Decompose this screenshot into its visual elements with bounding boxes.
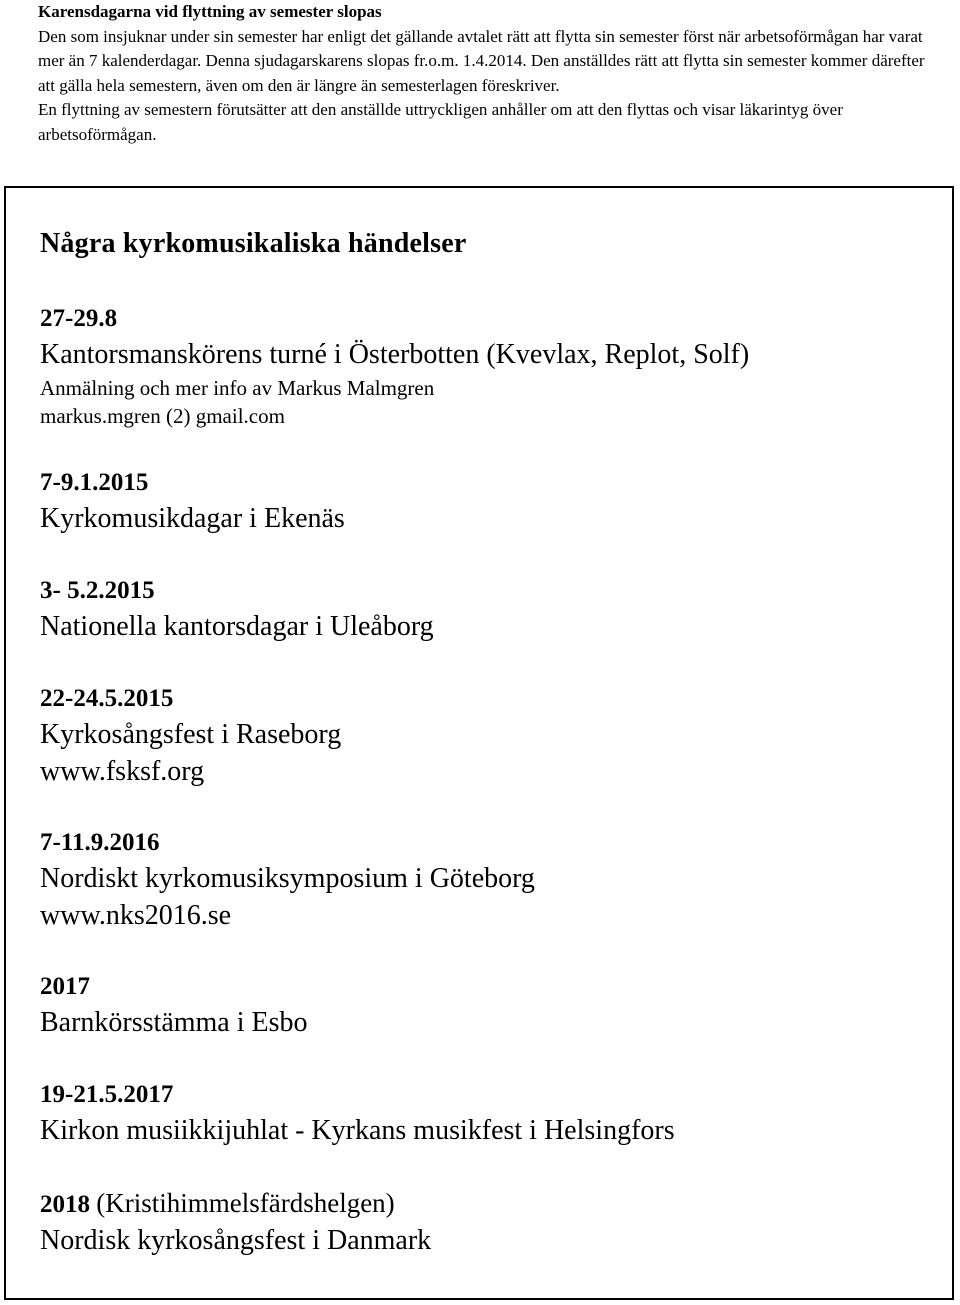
event-date: 7-9.1.2015	[40, 469, 149, 496]
event-title: Barnkörsstämma i Esbo	[40, 1007, 308, 1038]
events-content	[40, 226, 940, 1296]
intro-paragraph-1: Den som insjuknar under sin semester har enligt det gällande avtalet rätt att flytta sin semester först när arbetsoförmågan har varat mer än 7 kalenderdagar. Denna sjudagarskarens slopas fr.o.m. 1.4.2014. Den anställdes rätt att flytta sin semester kommer därefter att gälla hela semestern, även om den är längre än semesterlagen föreskriver.	[38, 26, 925, 95]
event-date-note: (Kristihimmelsfärdshelgen)	[96, 1188, 395, 1218]
event-link[interactable]: www.fsksf.org	[40, 756, 205, 787]
event-item	[40, 682, 940, 790]
event-title: Nordisk kyrkosångsfest i Danmark	[40, 1225, 432, 1256]
event-item	[40, 1186, 940, 1260]
event-title: Kyrkosångsfest i Raseborg	[40, 719, 342, 750]
event-item	[40, 1078, 940, 1150]
event-title: Nationella kantorsdagar i Uleåborg	[40, 611, 434, 642]
event-item	[40, 302, 940, 430]
event-date: 7-11.9.2016	[40, 829, 160, 856]
event-date: 2017	[40, 973, 90, 1000]
events-section-title: Några kyrkomusikaliska händelser	[40, 228, 467, 259]
event-title: Kantorsmanskörens turné i Österbotten (Kvevlax, Replot, Solf)	[40, 339, 750, 370]
event-item	[40, 466, 940, 538]
event-date: 3- 5.2.2015	[40, 577, 155, 604]
event-item	[40, 826, 940, 934]
event-date: 22-24.5.2015	[40, 685, 174, 712]
event-date: 2018	[40, 1191, 90, 1218]
intro-heading: Karensdagarna vid flyttning av semester slopas	[38, 2, 382, 21]
event-title: Kirkon musiikkijuhlat - Kyrkans musikfest i Helsingfors	[40, 1115, 675, 1146]
event-item	[40, 574, 940, 646]
event-info: Anmälning och mer info av Markus Malmgren	[40, 376, 435, 400]
event-date: 19-21.5.2017	[40, 1081, 174, 1108]
event-title: Nordiskt kyrkomusiksymposium i Göteborg	[40, 863, 535, 894]
event-date-line	[40, 1186, 940, 1222]
events-box	[4, 186, 954, 1300]
intro-section	[38, 0, 938, 147]
event-contact-email: markus.mgren (2) gmail.com	[40, 404, 285, 428]
event-item	[40, 970, 940, 1042]
intro-paragraph-2: En flyttning av semestern förutsätter att den anställde uttryckligen anhåller om att den flyttas och visar läkarintyg över arbetsoförmågan.	[38, 100, 843, 144]
event-date: 27-29.8	[40, 305, 118, 332]
event-title: Kyrkomusikdagar i Ekenäs	[40, 503, 345, 534]
event-link[interactable]: www.nks2016.se	[40, 900, 232, 931]
